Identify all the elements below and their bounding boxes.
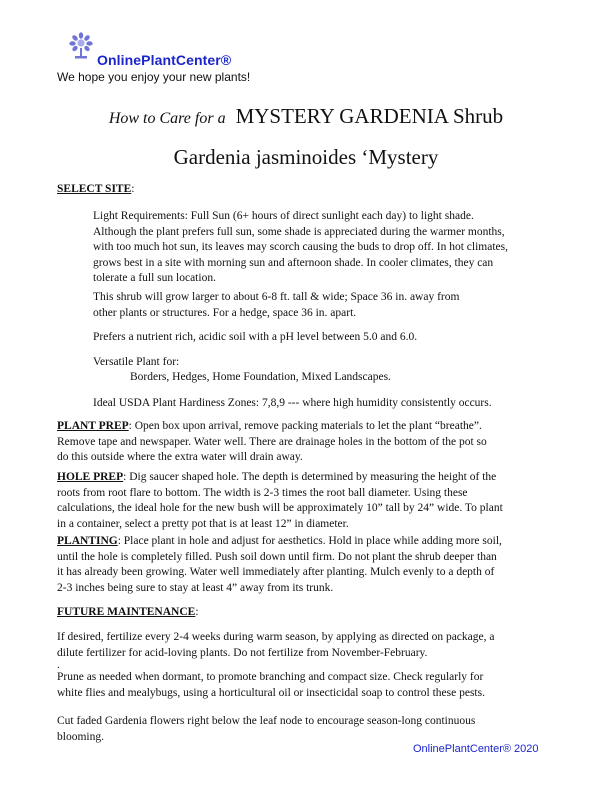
brand-name: OnlinePlantCenter® (97, 52, 232, 68)
planting-line: until the hole is completely filled. Push soil down until firm. Do not plant the shrub deeper than (57, 550, 497, 563)
size-line: This shrub will grow larger to about 6-8 ft. tall & wide; Space 36 in. away from (93, 291, 460, 303)
planting-line: 2-3 inches being sure to stay at least 4” away from its trunk. (57, 581, 334, 594)
light-line: with too much hot sun, its leaves may scorch causing the buds to drop off. In hot climates, (93, 241, 508, 254)
fertilize-line: If desired, fertilize every 2-4 weeks during warm season, by applying as directed on package, a (57, 631, 495, 643)
deadhead-paragraph (57, 714, 475, 745)
deadhead-line: blooming. (57, 730, 104, 743)
hole-prep-label: HOLE PREP (57, 471, 124, 483)
prune-line: Prune as needed when dormant, to promote branching and compact size. Check regularly for (57, 671, 484, 683)
light-line: grows best in a site with morning sun and afternoon shade. In cooler climates, they can (93, 256, 494, 269)
select-site-label: SELECT SITE (57, 183, 132, 195)
prune-line: white flies and mealybugs, using a horticultural oil or insecticidal soap to control these pests. (57, 686, 485, 699)
prune-paragraph (57, 670, 485, 701)
planting-line: it has already been growing. Water well immediately after planting. Mulch evenly to a depth of (57, 566, 495, 579)
planting-line: : Place plant in hole and adjust for aesthetics. Hold in place while adding more soil, (117, 535, 502, 547)
planting-label: PLANTING (57, 535, 118, 547)
fertilize-paragraph (57, 630, 494, 661)
title-lead: How to Care for a (108, 110, 226, 127)
hole-prep-paragraph (57, 470, 503, 532)
page-title (0, 104, 612, 129)
soil-paragraph: Prefers a nutrient rich, acidic soil with a pH level between 5.0 and 6.0. (93, 331, 418, 343)
plant-prep-line: do this outside where the extra water will drain away. (57, 451, 303, 464)
light-requirements-paragraph (93, 209, 508, 287)
size-paragraph (93, 290, 459, 321)
flower-logo-icon (68, 32, 94, 60)
versatile-uses: Borders, Hedges, Home Foundation, Mixed Landscapes. (130, 371, 391, 383)
hole-prep-line: in a container, select a pretty pot that is at least 12” in diameter. (57, 517, 349, 530)
hardiness-zones: Ideal USDA Plant Hardiness Zones: 7,8,9 --- where high humidity consistently occurs. (93, 397, 492, 409)
tagline: We hope you enjoy your new plants! (57, 70, 251, 84)
deadhead-line: Cut faded Gardenia flowers right below the leaf node to encourage season-long continuous (57, 715, 476, 727)
hole-prep-line: calculations, the ideal hole for the new bush will be approximately 10” tall by 24” wide. To plant (57, 502, 503, 515)
planting-paragraph (57, 534, 502, 596)
versatile-label: Versatile Plant for: (93, 356, 180, 368)
future-maintenance-label: FUTURE MAINTENANCE (57, 606, 196, 618)
hole-prep-line: roots from root flare to bottom. The width is 2-3 times the root ball diameter. Using these (57, 486, 468, 499)
plant-prep-line: Remove tape and newspaper. Water well. There are drainage holes in the bottom of the pot so (57, 435, 487, 448)
title-main: MYSTERY GARDENIA Shrub (235, 104, 504, 128)
light-line: Although the plant prefers full sun, some shade is appreciated during the warmer months, (93, 225, 505, 238)
separator-dot: . (57, 659, 60, 671)
fertilize-line: dilute fertilizer for acid-loving plants. Do not fertilize from November-February. (57, 646, 428, 659)
hole-prep-line: : Dig saucer shaped hole. The depth is determined by measuring the height of the (123, 471, 497, 483)
plant-prep-label: PLANT PREP (57, 420, 129, 432)
light-line: tolerate a full sun location. (93, 272, 216, 285)
plant-prep-line: : Open box upon arrival, remove packing materials to let the plant “breathe”. (128, 420, 482, 432)
botanical-name: Gardenia jasminoides ‘Mystery (173, 145, 439, 169)
plant-prep-paragraph (57, 419, 487, 466)
light-line: Light Requirements: Full Sun (6+ hours of direct sunlight each day) to light shade. (93, 210, 474, 222)
section-select-site-heading: SELECT SITE: (57, 183, 135, 195)
section-future-maintenance-heading: FUTURE MAINTENANCE: (57, 606, 199, 618)
footer-copyright: OnlinePlantCenter® 2020 (413, 743, 539, 755)
size-line: other plants or structures. For a hedge, space 36 in. apart. (93, 306, 357, 319)
